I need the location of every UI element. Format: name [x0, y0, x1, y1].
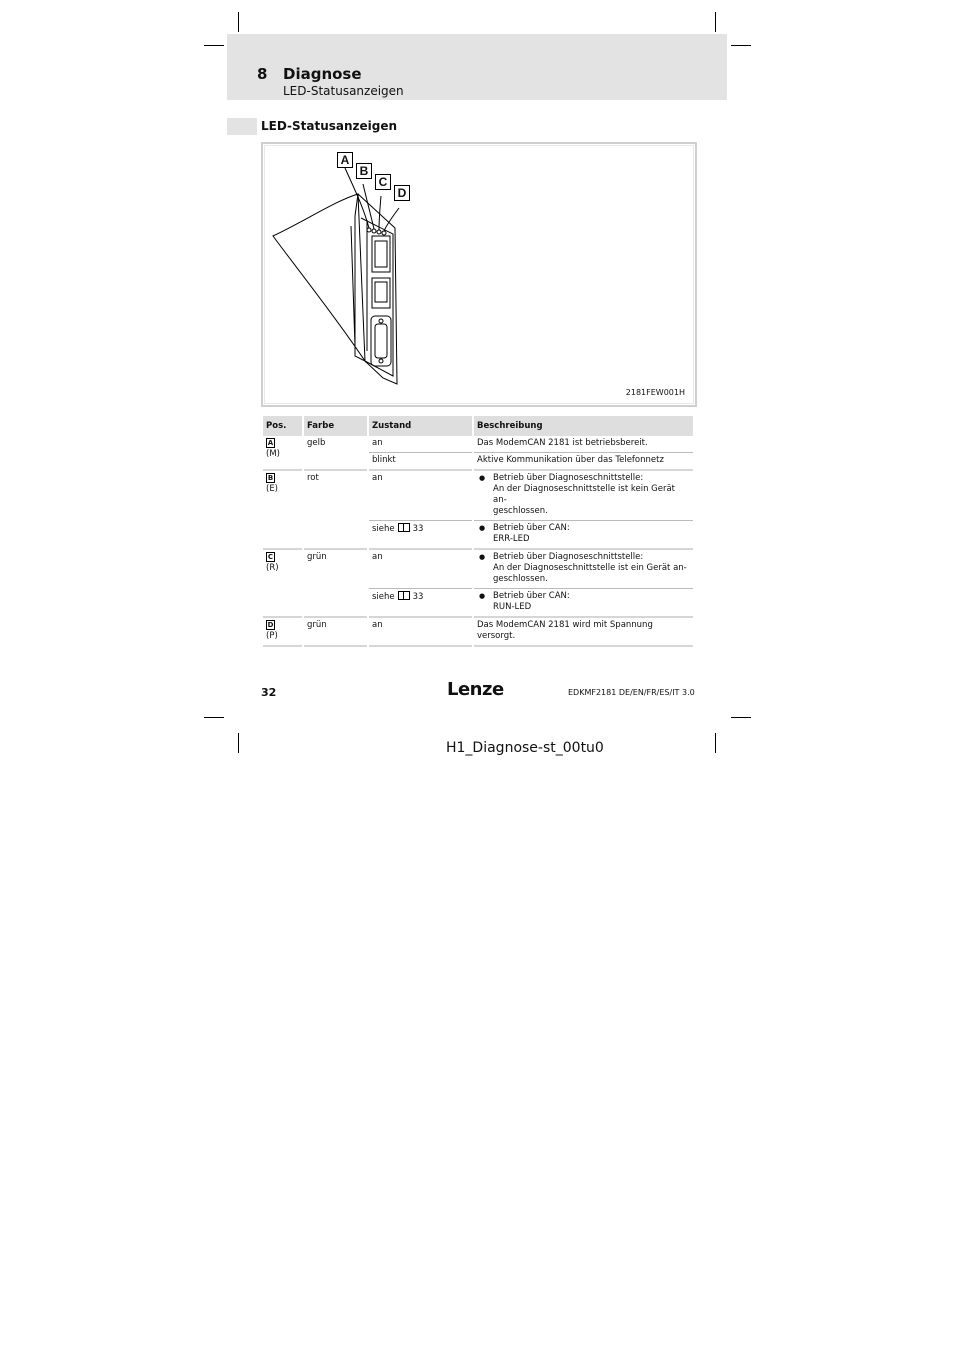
- figure-code: 2181FEW001H: [625, 388, 685, 397]
- description-line: ERR-LED: [493, 534, 530, 544]
- color-cell: grün: [304, 618, 367, 647]
- crop-mark: [238, 733, 239, 753]
- description-cell: [474, 521, 693, 550]
- state-text: siehe: [372, 592, 395, 602]
- crop-mark: [238, 12, 239, 32]
- crop-mark: [731, 45, 751, 46]
- callout-b-icon: B: [356, 163, 372, 179]
- description-line: An der Diagnoseschnittstelle ist kein Gerät an-: [493, 484, 676, 505]
- bullet-icon: ●: [479, 592, 486, 600]
- description-line: An der Diagnoseschnittstelle ist ein Gerät an-: [493, 563, 687, 573]
- state-text: siehe: [372, 524, 395, 534]
- description-cell: [474, 471, 693, 521]
- chapter-title: Diagnose: [283, 65, 362, 83]
- page-ref-link[interactable]: 33: [412, 592, 424, 602]
- page-number: 32: [261, 686, 277, 699]
- bullet-text: Betrieb über CAN:: [493, 523, 570, 533]
- state-cell: an: [369, 618, 472, 647]
- pos-letter-a: A: [267, 439, 274, 447]
- table-row: [263, 618, 693, 647]
- description-cell: Das ModemCAN 2181 ist betriebsbereit.: [474, 436, 693, 453]
- state-cell: [369, 589, 472, 618]
- description-line: geschlossen.: [493, 506, 548, 516]
- crop-mark: [715, 733, 716, 753]
- col-header-zustand: Zustand: [369, 416, 472, 436]
- state-cell: an: [369, 550, 472, 589]
- callout-d-icon: D: [394, 185, 410, 201]
- table-header-row: [263, 416, 693, 436]
- bullet-icon: ●: [479, 474, 486, 482]
- leader-line-c: [379, 196, 381, 230]
- callout-a-icon: A: [337, 152, 353, 168]
- pos-cell: [263, 550, 302, 618]
- device-side-panel: [273, 194, 365, 361]
- page-ref-link[interactable]: 33: [412, 524, 424, 534]
- table-row: [263, 471, 693, 521]
- pos-cell: [263, 436, 302, 471]
- state-cell: an: [369, 471, 472, 521]
- led-b: [372, 229, 376, 233]
- book-icon: [398, 591, 410, 600]
- color-cell: grün: [304, 550, 367, 618]
- col-header-beschreibung: Beschreibung: [474, 416, 693, 436]
- bullet-icon: ●: [479, 553, 486, 561]
- pos-code: (M): [266, 449, 280, 459]
- document-code: EDKMF2181 DE/EN/FR/ES/IT 3.0: [568, 688, 695, 697]
- led-status-table: [261, 416, 695, 647]
- bullet-text: Betrieb über Diagnoseschnittstelle:: [493, 473, 644, 483]
- description-cell: Aktive Kommunikation über das Telefonnetz: [474, 453, 693, 471]
- device-drawing: [265, 146, 693, 403]
- chapter-number: 8: [257, 65, 268, 83]
- state-cell: blinkt: [369, 453, 472, 471]
- description-line: RUN-LED: [493, 602, 532, 612]
- pos-code: (P): [266, 631, 278, 641]
- section-marker: [227, 118, 257, 135]
- bullet-text: Betrieb über Diagnoseschnittstelle:: [493, 552, 644, 562]
- table-row: [263, 436, 693, 453]
- pos-letter-d: D: [267, 621, 274, 629]
- color-cell: gelb: [304, 436, 367, 471]
- pos-letter-c: C: [267, 553, 274, 561]
- description-cell: Das ModemCAN 2181 wird mit Spannung versorgt.: [474, 618, 693, 647]
- state-cell: an: [369, 436, 472, 453]
- state-cell: [369, 521, 472, 550]
- device-figure: [261, 142, 697, 407]
- book-icon: [398, 523, 410, 532]
- table-row: [263, 550, 693, 589]
- section-title: LED-Statusanzeigen: [261, 119, 398, 133]
- pos-cell: [263, 471, 302, 550]
- color-cell: rot: [304, 471, 367, 550]
- col-header-farbe: Farbe: [304, 416, 367, 436]
- led-a: [367, 228, 371, 232]
- pos-code: (R): [266, 563, 279, 573]
- device-front-face: [361, 218, 393, 376]
- description-cell: [474, 550, 693, 589]
- description-cell: [474, 589, 693, 618]
- led-d: [382, 231, 386, 235]
- crop-mark: [204, 717, 224, 718]
- bullet-text: Betrieb über CAN:: [493, 591, 570, 601]
- pos-code: (E): [266, 484, 279, 494]
- lenze-logo: Lenze: [447, 679, 504, 700]
- bullet-icon: ●: [479, 524, 486, 532]
- led-c: [377, 230, 381, 234]
- crop-mark: [715, 12, 716, 32]
- file-label: H1_Diagnose-st_00tu0: [446, 740, 604, 756]
- col-header-pos: Pos.: [263, 416, 302, 436]
- chapter-subtitle: LED-Statusanzeigen: [283, 84, 404, 98]
- pos-letter-b: B: [267, 474, 274, 482]
- callout-c-icon: C: [375, 174, 391, 190]
- pos-cell: [263, 618, 302, 647]
- crop-mark: [731, 717, 751, 718]
- crop-mark: [204, 45, 224, 46]
- description-line: geschlossen.: [493, 574, 548, 584]
